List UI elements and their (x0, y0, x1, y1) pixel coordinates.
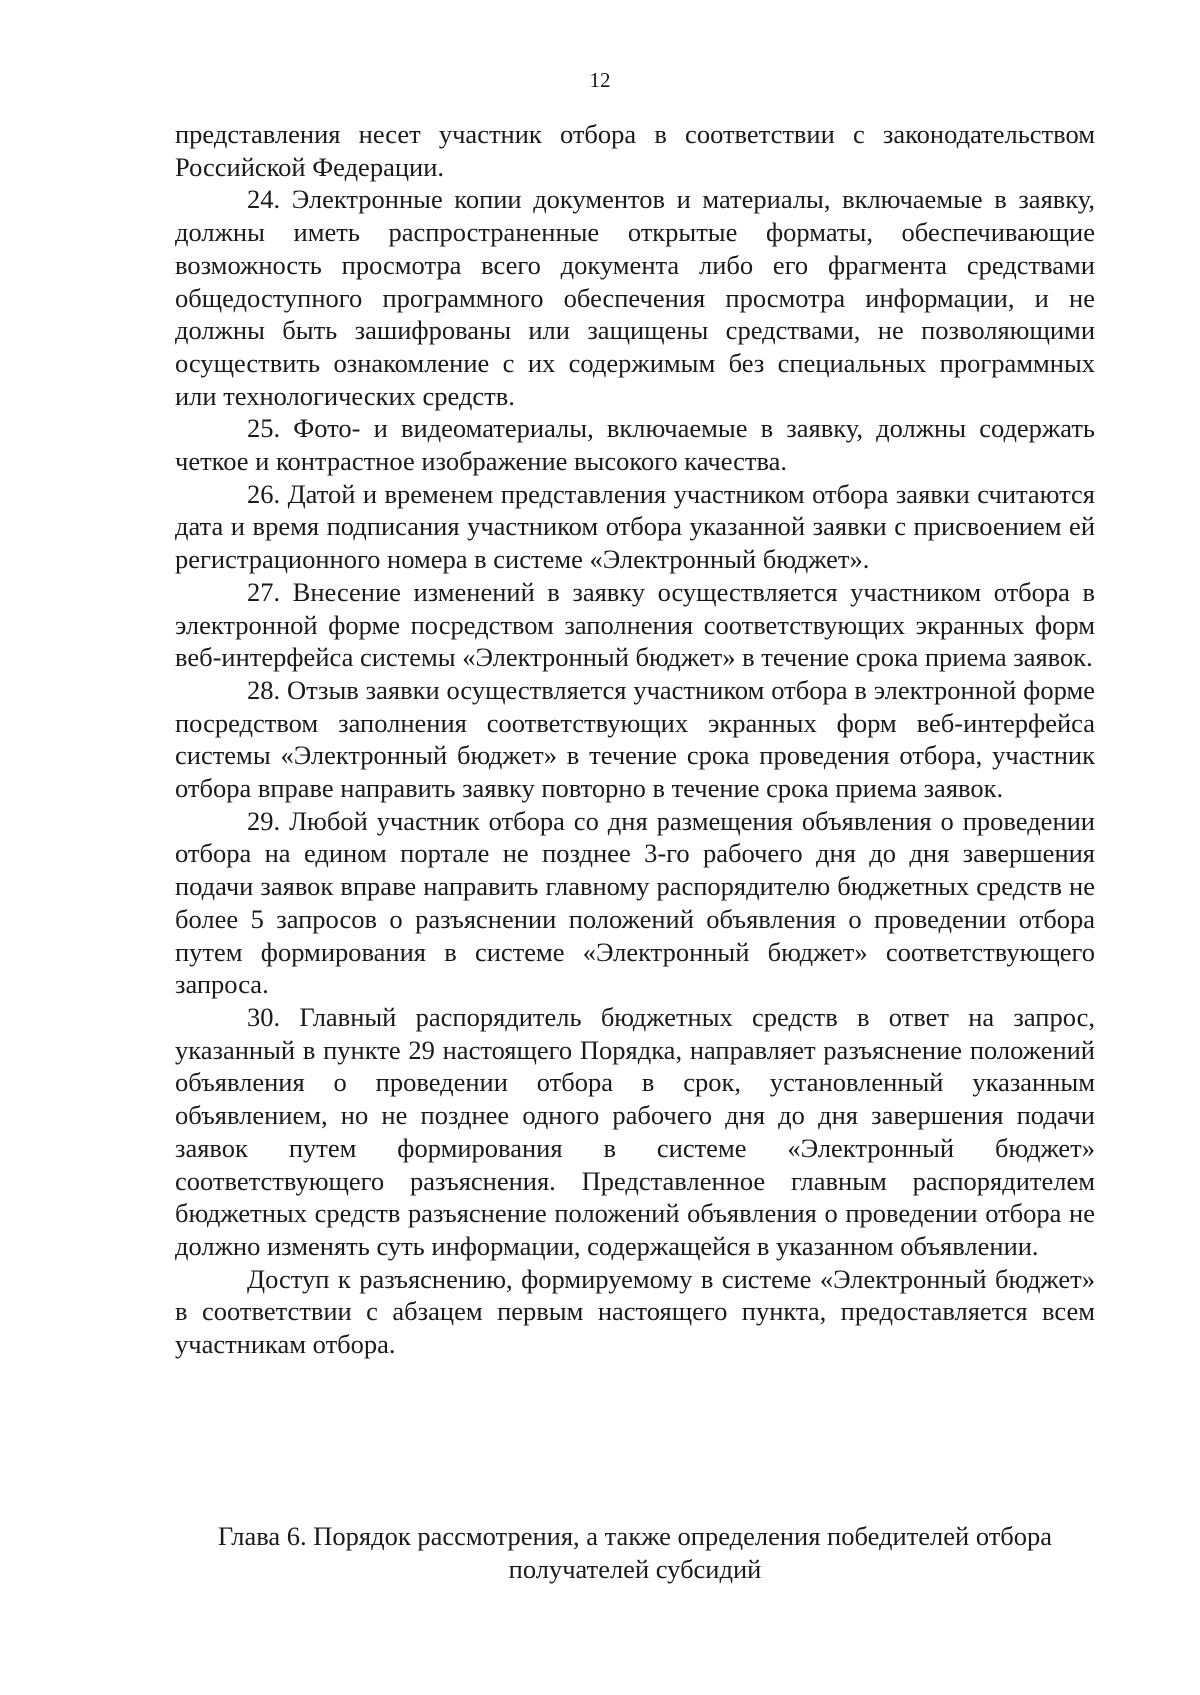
paragraph-25: 25. Фото- и видеоматериалы, включаемые в заявку, должны содержать четкое и контрастное изображение высокого качества. (175, 413, 1095, 477)
paragraph-26: 26. Датой и временем представления участником отбора заявки считаются дата и время подписания участником отбора указанной заявки с присвоением ей регистрационного номера в системе «Электронный бюджет». (175, 478, 1095, 575)
paragraph-29: 29. Любой участник отбора со дня размещения объявления о проведении отбора на едином портале не позднее 3-го рабочего дня до дня завершения подачи заявок вправе направить главному распорядителю бюджетных средств не более 5 запросов о разъяснении положений объявления о проведении отбора путем формирования в системе «Электронный бюджет» соответствующего запроса. (175, 805, 1095, 1000)
paragraph-continuation: представления несет участник отбора в соответствии с законодательством Российской Федерации. (175, 119, 1095, 182)
paragraph-30-access: Доступ к разъяснению, формируемому в системе «Электронный бюджет» в соответствии с абзацем первым настоящего пункта, предоставляется всем участникам отбора. (175, 1263, 1095, 1360)
document-body (175, 118, 1095, 1361)
chapter-heading: Глава 6. Порядок рассмотрения, а также определения победителей отбора получателей субсидий (217, 1521, 1053, 1584)
paragraph-28: 28. Отзыв заявки осуществляется участником отбора в электронной форме посредством заполнения соответствующих экранных форм веб-интерфейса системы «Электронный бюджет» в течение срока проведения отбора, участник отбора вправе направить заявку повторно в течение срока приема заявок. (175, 674, 1095, 804)
paragraph-27: 27. Внесение изменений в заявку осуществляется участником отбора в электронной форме посредством заполнения соответствующих экранных форм веб-интерфейса системы «Электронный бюджет» в течение срока приема заявок. (175, 576, 1095, 673)
paragraph-30: 30. Главный распорядитель бюджетных средств в ответ на запрос, указанный в пункте 29 настоящего Порядка, направляет разъяснение положений объявления о проведении отбора в срок, установленный указанным объявлением, но не позднее одного рабочего дня до дня завершения подачи заявок путем формирования в системе «Электронный бюджет» соответствующего разъяснения. Представленное главным распорядителем бюджетных средств разъяснение положений объявления о проведении отбора не должно изменять суть информации, содержащейся в указанном объявлении. (175, 1001, 1095, 1261)
paragraph-24: 24. Электронные копии документов и материалы, включаемые в заявку, должны иметь распространенные открытые форматы, обеспечивающие возможность просмотра всего документа либо его фрагмента средствами общедоступного программного обеспечения просмотра информации, и не должны быть зашифрованы или защищены средствами, не позволяющими осуществить ознакомление с их содержимым без специальных программных или технологических средств. (175, 184, 1095, 411)
page-number: 12 (589, 68, 611, 92)
